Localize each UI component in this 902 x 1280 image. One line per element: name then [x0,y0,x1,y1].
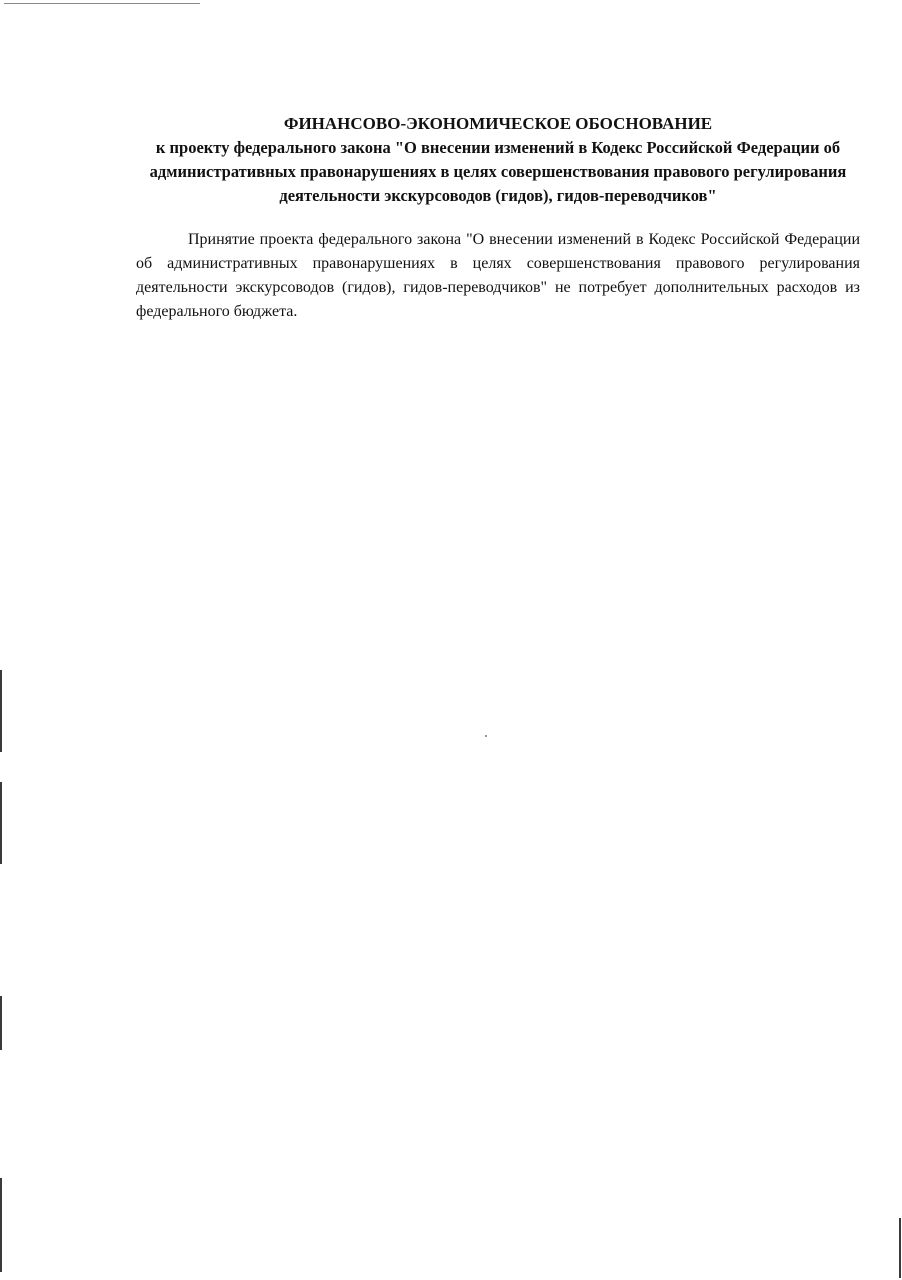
scan-artifact-left [0,996,2,1050]
scan-artifact-right [899,1218,901,1278]
scan-artifact-left [0,1178,2,1272]
scan-artifact-left [0,670,2,752]
document-subtitle: к проекту федерального закона "О внесении изменений в Кодекс Российской Федерации об административных правонарушениях в целях совершенствования правового регулирования деятельности экскурсоводов (гидов), гидов-переводчиков" [149,138,847,205]
scan-artifact-left [0,782,2,864]
scan-speck [485,735,487,737]
document-paragraph: Принятие проекта федерального закона "О внесении изменений в Кодекс Российской Федерации об административных правонарушениях в целях совершенствования правового регулирования деятельности экскурсоводов (гидов), гидов-переводчиков" не потребует дополнительных расходов из федерального бюджета. [136,231,860,320]
document-page [136,112,860,324]
document-title: ФИНАНСОВО-ЭКОНОМИЧЕСКОЕ ОБОСНОВАНИЕ [283,114,713,133]
scan-artifact-top [4,3,200,4]
